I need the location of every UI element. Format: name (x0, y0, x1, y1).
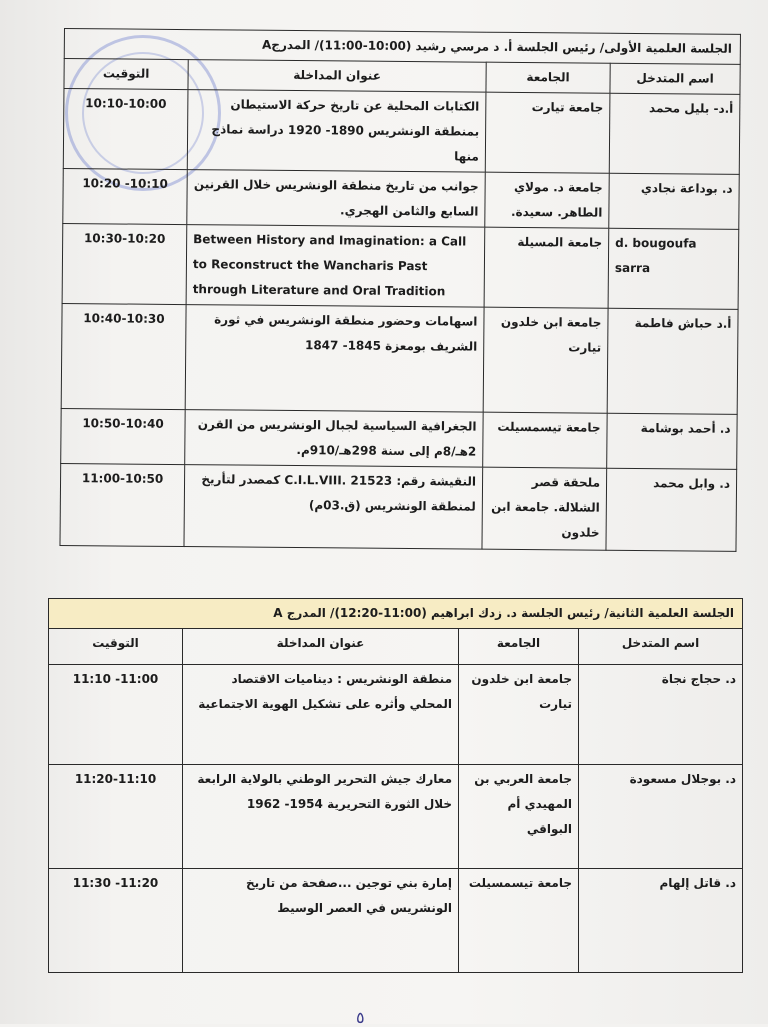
session-1-table (59, 28, 740, 552)
topic-cell: إمارة بني توجين ...صفحة من تاريخ الونشريس في العصر الوسيط (183, 869, 459, 973)
time-cell: 10:10-10:00 (63, 89, 188, 170)
university-cell: جامعة ابن خلدون تيارت (459, 665, 579, 765)
topic-cell: الكتابات المحلية عن تاريخ حركة الاستيطان بمنطقة الونشريس 1890- 1920 دراسة نماذج منها (187, 90, 486, 173)
session-1-title: الجلسة العلمية الأولى/ رئيس الجلسة أ. د مرسي رشيد (10:00-11:00)/ المدرجA (64, 29, 740, 65)
topic-cell: Between History and Imagination: a Call to Reconstruct the Wancharis Past through Literature and Oral Tradition (186, 225, 485, 308)
time-cell: 11:00-10:50 (60, 463, 185, 546)
university-cell: جامعة د. مولاي الطاهر. سعيدة. (485, 172, 609, 228)
topic-cell: جوانب من تاريخ منطقة الونشريس خلال القرنين السابع والثامن الهجري. (187, 170, 485, 228)
time-cell: 11:30 -11:20 (49, 869, 183, 973)
table-row (60, 463, 737, 551)
table-row (63, 89, 740, 175)
speaker-cell: د. بوجلال مسعودة (579, 765, 743, 869)
session-2-table (48, 598, 743, 973)
topic-cell: الجغرافية السياسية لجبال الونشريس من القرن 2هـ/8م إلى سنة 298هـ/910م. (185, 410, 483, 468)
table-row (61, 408, 737, 469)
topic-cell: النقيشة رقم: C.I.L.VIII. 21523 كمصدر لتأريخ لمنطقة الونشريس (ق.03م) (184, 465, 483, 550)
table-row (61, 303, 738, 414)
table-row (49, 665, 743, 765)
table-row (49, 765, 743, 869)
speaker-cell: د. بوداعة نجادي (609, 173, 739, 229)
time-cell: 10:20 -10:10 (63, 168, 187, 224)
university-cell: جامعة تيسمسيلت (483, 412, 607, 468)
speaker-cell: d. bougoufa sarra (608, 228, 739, 309)
speaker-cell: د. حجاج نجاة (579, 665, 743, 765)
university-cell: جامعة ابن خلدون تيارت (483, 307, 608, 413)
speaker-cell: أ.د حباش فاطمة (607, 308, 738, 414)
time-cell: 10:50-10:40 (61, 408, 185, 464)
speaker-cell: د. أحمد بوشامة (607, 413, 737, 469)
header-university: الجامعة (459, 629, 579, 665)
header-time: التوقيت (64, 59, 188, 90)
topic-cell: معارك جيش التحرير الوطني بالولاية الرابعة خلال الثورة التحريرية 1954- 1962 (183, 765, 459, 869)
page-number: ٥ (356, 1008, 365, 1027)
time-cell: 11:20-11:10 (49, 765, 183, 869)
topic-cell: منطقة الونشريس : ديناميات الاقتصاد المحلي وأثره على تشكيل الهوية الاجتماعية (183, 665, 459, 765)
header-speaker: اسم المتدخل (579, 629, 743, 665)
time-cell: 11:10 -11:00 (49, 665, 183, 765)
time-cell: 10:30-10:20 (62, 223, 187, 304)
table-row (63, 168, 739, 229)
university-cell: جامعة العربي بن المهيدي أم البواقي (459, 765, 579, 869)
university-cell: ملحقة قصر الشلالة. جامعة ابن خلدون (482, 467, 607, 550)
speaker-cell: د. قاتل إلهام (579, 869, 743, 973)
header-topic: عنوان المداخلة (183, 629, 459, 665)
header-time: التوقيت (49, 629, 183, 665)
speaker-cell: أ.د- بليل محمد (609, 93, 740, 174)
speaker-cell: د. وابل محمد (606, 468, 737, 551)
header-speaker: اسم المتدخل (610, 63, 740, 94)
session-2-title: الجلسة العلمية الثانية/ رئيس الجلسة د. زدك ابراهيم (11:00-12:20)/ المدرج A (49, 599, 743, 629)
header-topic: عنوان المداخلة (188, 60, 486, 93)
university-cell: جامعة تيسمسيلت (459, 869, 579, 973)
university-cell: جامعة تيارت (485, 92, 610, 173)
topic-cell: اسهامات وحضور منطقة الونشريس في ثورة الشريف بومعزة 1845- 1847 (185, 305, 484, 413)
university-cell: جامعة المسيلة (484, 227, 609, 308)
time-cell: 10:40-10:30 (61, 303, 186, 409)
table-row (62, 223, 739, 309)
table-row (49, 869, 743, 973)
header-university: الجامعة (486, 62, 610, 93)
